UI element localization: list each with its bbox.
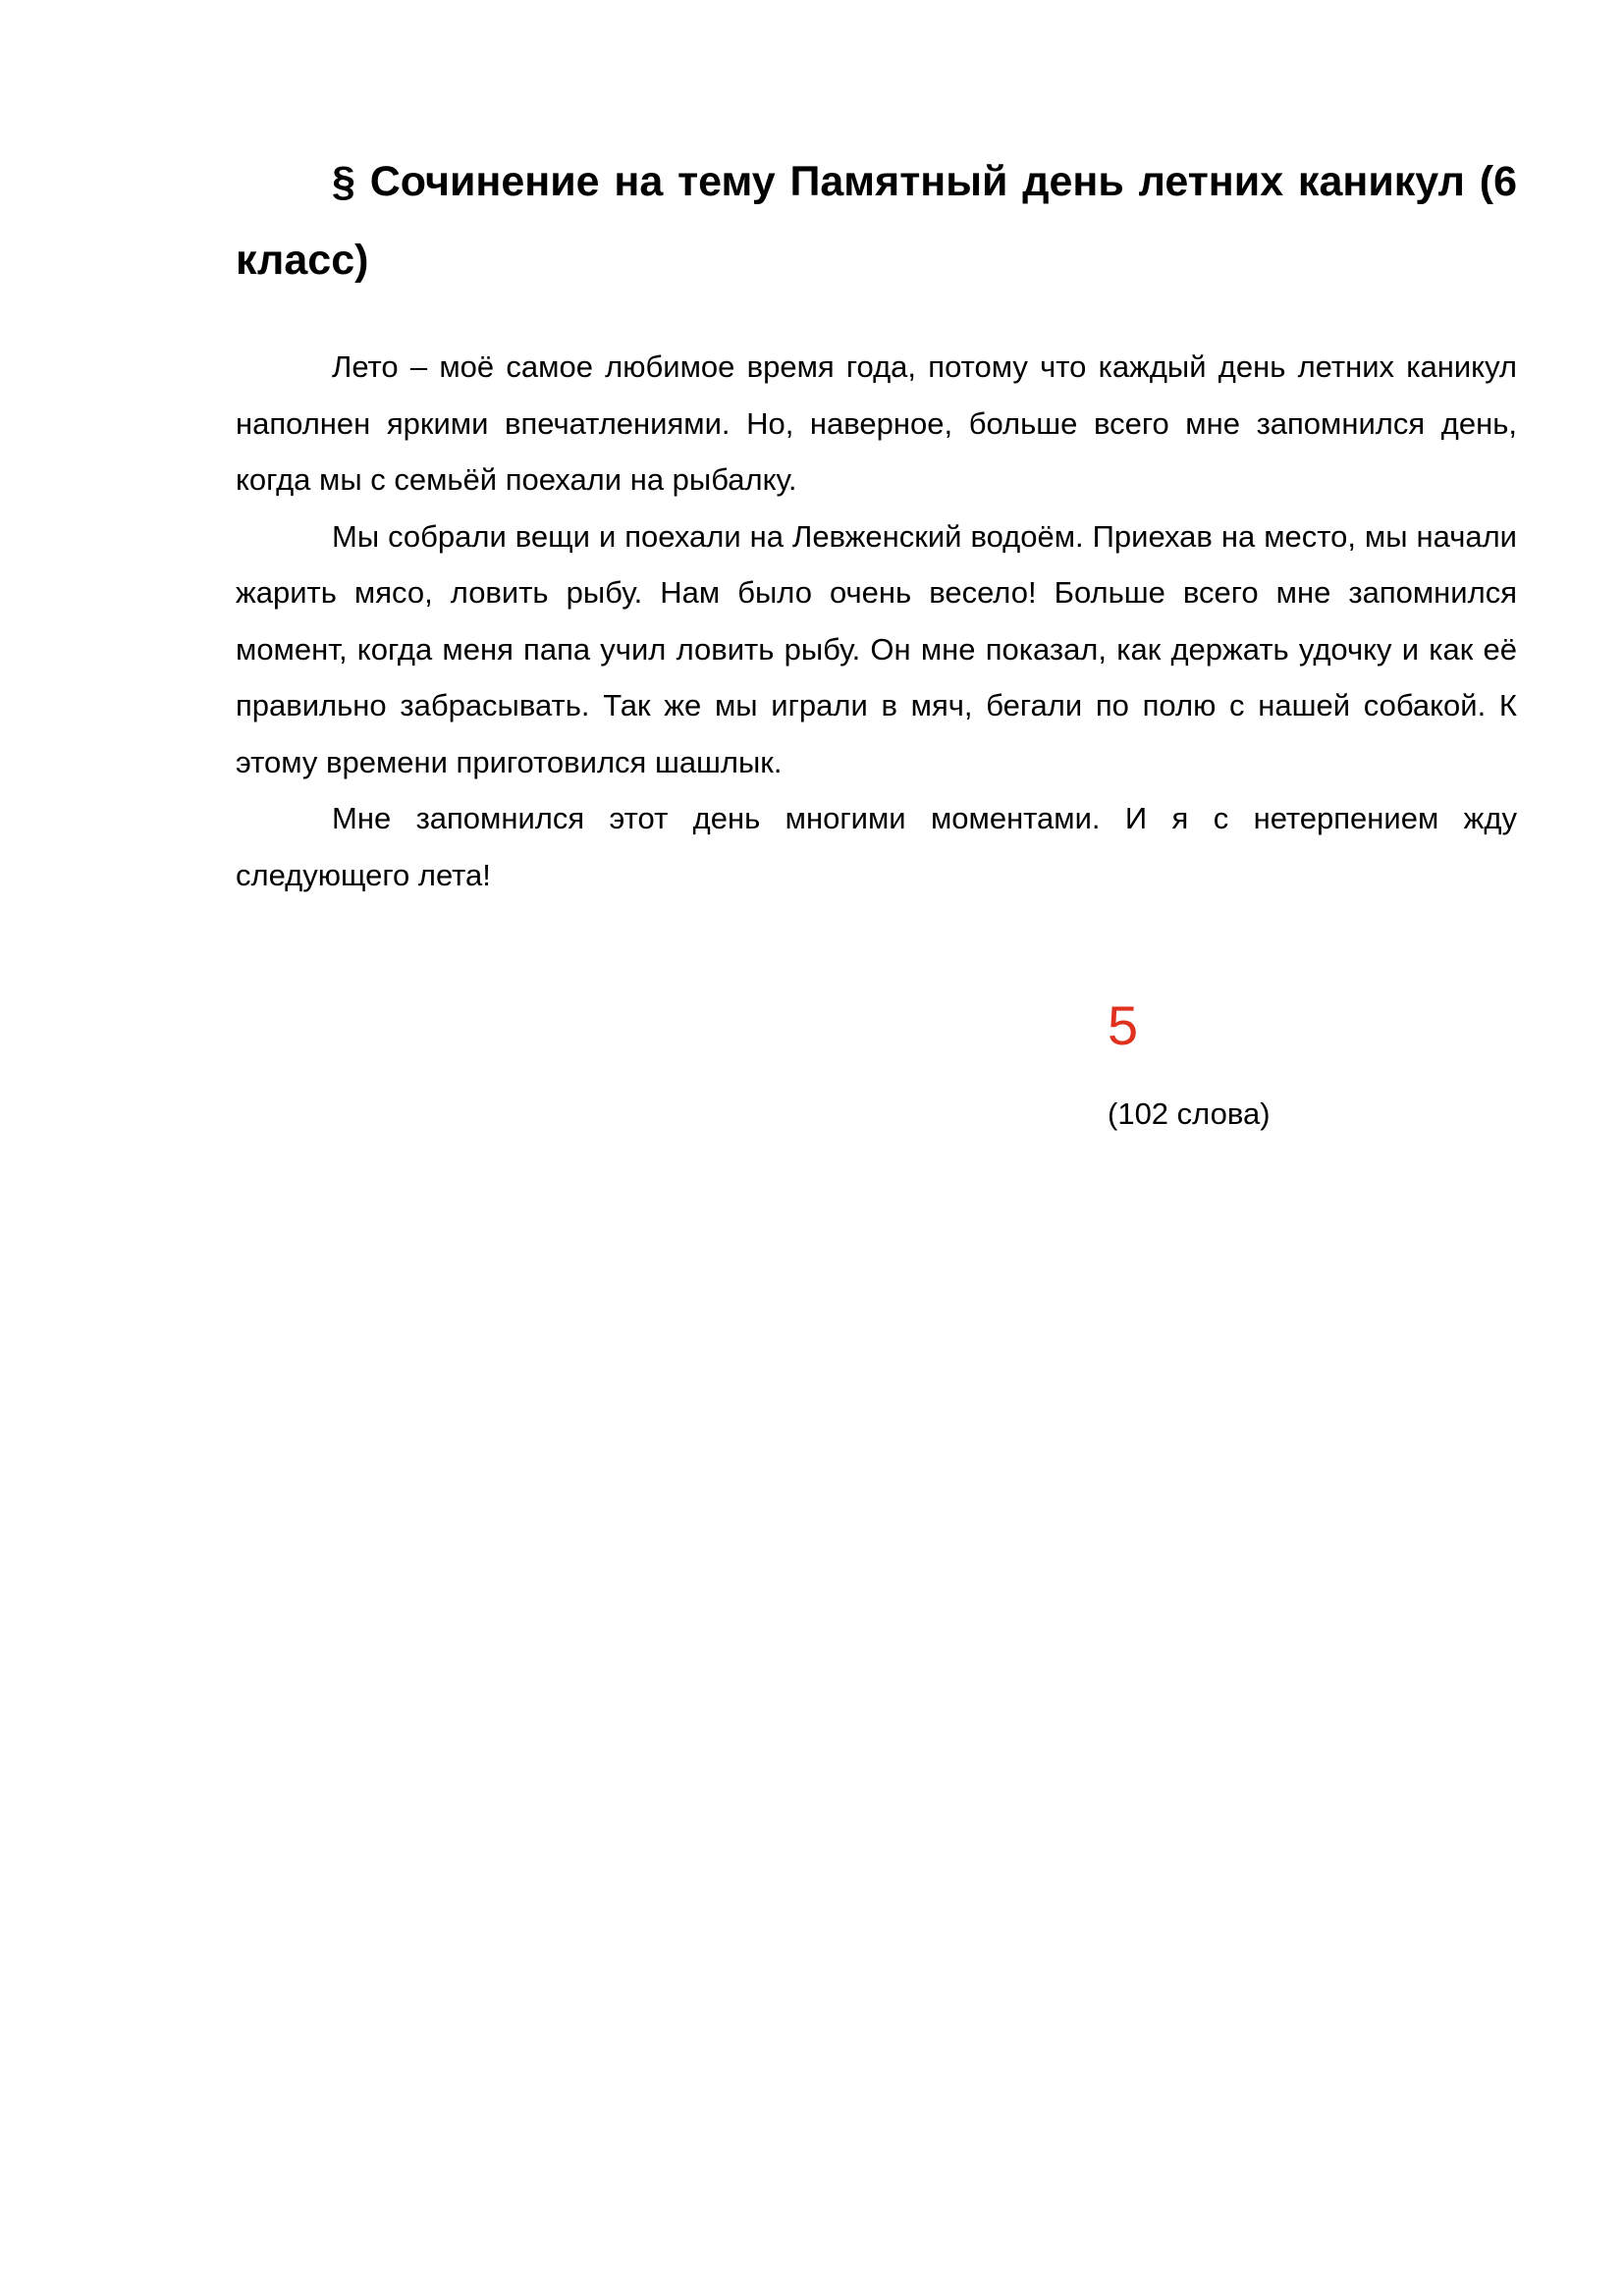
essay-title: § Сочинение на тему Памятный день летних каникул (6 класс) xyxy=(236,158,1517,284)
word-count: (102 слова) xyxy=(1108,1096,1271,1131)
paragraph-2: Мы собрали вещи и поехали на Левженский водоём. Приехав на место, мы начали жарить мясо, ловить рыбу. Нам было очень весело! Больше всего мне запомнился момент, когда меня папа учил ловить рыбу. Он мне показал, как держать удочку и как её правильно забрасывать. Так же мы играли в мяч, бегали по полю с нашей собакой. К этому времени приготовился шашлык. xyxy=(236,518,1517,779)
paragraph-1: Лето – моё самое любимое время года, потому что каждый день летних каникул наполнен яркими впечатлениями. Но, наверное, больше всего мне запомнился день, когда мы с семьёй поехали на рыбалку. xyxy=(236,349,1517,497)
grade-mark: 5 xyxy=(1108,994,1139,1056)
document-page xyxy=(236,142,1517,903)
essay-body xyxy=(236,339,1517,903)
paragraph-3: Мне запомнился этот день многими моментами. И я с нетерпением жду следующего лета! xyxy=(236,801,1517,892)
